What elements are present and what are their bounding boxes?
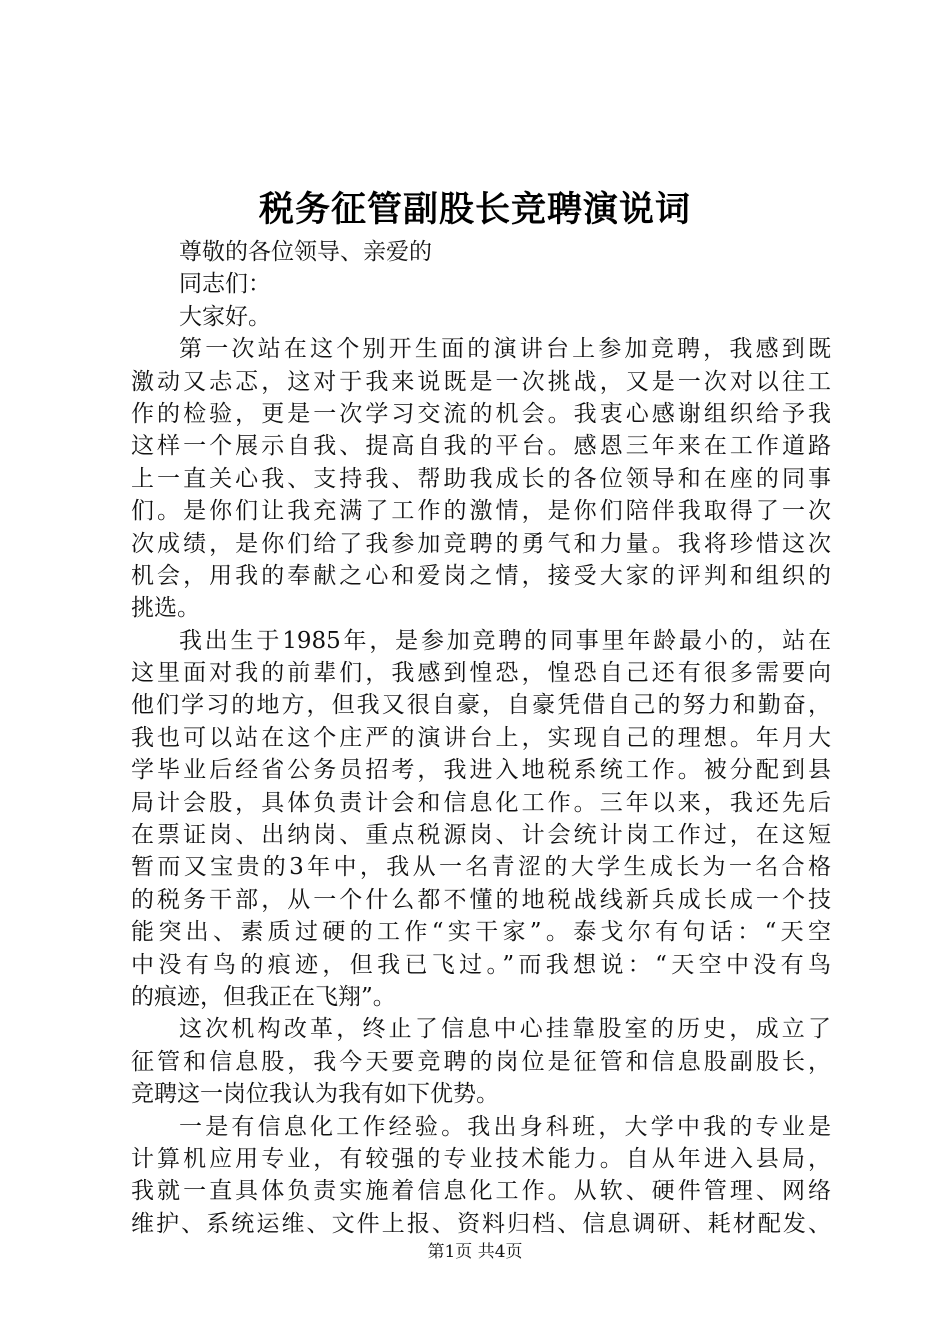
document-title: 税务征管副股长竞聘演说词 — [258, 189, 691, 230]
text-line: 激动又忐忑，这对于我来说既是一次挑战，又是一次对以往工 — [131, 368, 831, 395]
text-line: 暂而又宝贵的3年中，我从一名青涩的大学生成长为一名合格 — [131, 854, 831, 881]
page-footer: 第1页 共4页 — [427, 1242, 523, 1262]
text-line: 维护、系统运维、文件上报、资料归档、信息调研、耗材配发、 — [131, 1210, 831, 1237]
text-line: 大家好。 — [179, 303, 271, 330]
text-line: 在票证岗、出纳岗、重点税源岗、计会统计岗工作过，在这短 — [131, 822, 831, 849]
text-line: 尊敬的各位领导、亲爱的 — [179, 239, 432, 265]
text-line: 机会，用我的奉献之心和爱岗之情，接受大家的评判和组织的 — [131, 562, 831, 589]
text-line: 第一次站在这个别开生面的演讲台上参加竞聘，我感到既 — [179, 336, 831, 363]
text-line: 能突出、素质过硬的工作“实干家”。泰戈尔有句话：“天空 — [131, 919, 831, 946]
text-line: 计算机应用专业，有较强的专业技术能力。自从年进入县局， — [131, 1145, 831, 1172]
text-line: 这里面对我的前辈们，我感到惶恐，惶恐自己还有很多需要向 — [131, 660, 831, 687]
text-line: 我也可以站在这个庄严的演讲台上，实现自己的理想。年月大 — [131, 724, 831, 751]
text-line: 上一直关心我、支持我、帮助我成长的各位领导和在座的同事 — [131, 465, 831, 492]
text-line: 局计会股，具体负责计会和信息化工作。三年以来，我还先后 — [131, 789, 831, 816]
text-line: 学毕业后经省公务员招考，我进入地税系统工作。被分配到县 — [131, 757, 831, 784]
text-line: 这样一个展示自我、提高自我的平台。感恩三年来在工作道路 — [131, 433, 831, 460]
text-line: 作的检验，更是一次学习交流的机会。我衷心感谢组织给予我 — [131, 400, 831, 427]
text-line: 这次机构改革，终止了信息中心挂靠股室的历史，成立了 — [179, 1016, 831, 1043]
text-line: 中没有鸟的痕迹，但我已飞过。”而我想说：“天空中没有鸟 — [131, 951, 831, 978]
text-line: 我出生于1985年，是参加竞聘的同事里年龄最小的，站在 — [179, 627, 831, 654]
text-line: 同志们： — [179, 271, 271, 298]
text-line: 一是有信息化工作经验。我出身科班，大学中我的专业是 — [179, 1113, 831, 1140]
text-line: 征管和信息股，我今天要竞聘的岗位是征管和信息股副股长， — [131, 1048, 831, 1075]
text-line: 我就一直具体负责实施着信息化工作。从软、硬件管理、网络 — [131, 1178, 831, 1205]
text-line: 们。是你们让我充满了工作的激情，是你们陪伴我取得了一次 — [131, 498, 831, 525]
text-line: 他们学习的地方，但我又很自豪，自豪凭借自己的努力和勤奋， — [131, 692, 831, 719]
text-line: 挑选。 — [131, 595, 200, 622]
document-body — [131, 236, 831, 1240]
text-line: 的痕迹，但我正在飞翔”。 — [131, 983, 396, 1010]
text-line: 竞聘这一岗位我认为我有如下优势。 — [131, 1081, 499, 1108]
text-line: 的税务干部，从一个什么都不懂的地税战线新兵成长成一个技 — [131, 886, 831, 913]
text-line: 次成绩，是你们给了我参加竞聘的勇气和力量。我将珍惜这次 — [131, 530, 831, 557]
